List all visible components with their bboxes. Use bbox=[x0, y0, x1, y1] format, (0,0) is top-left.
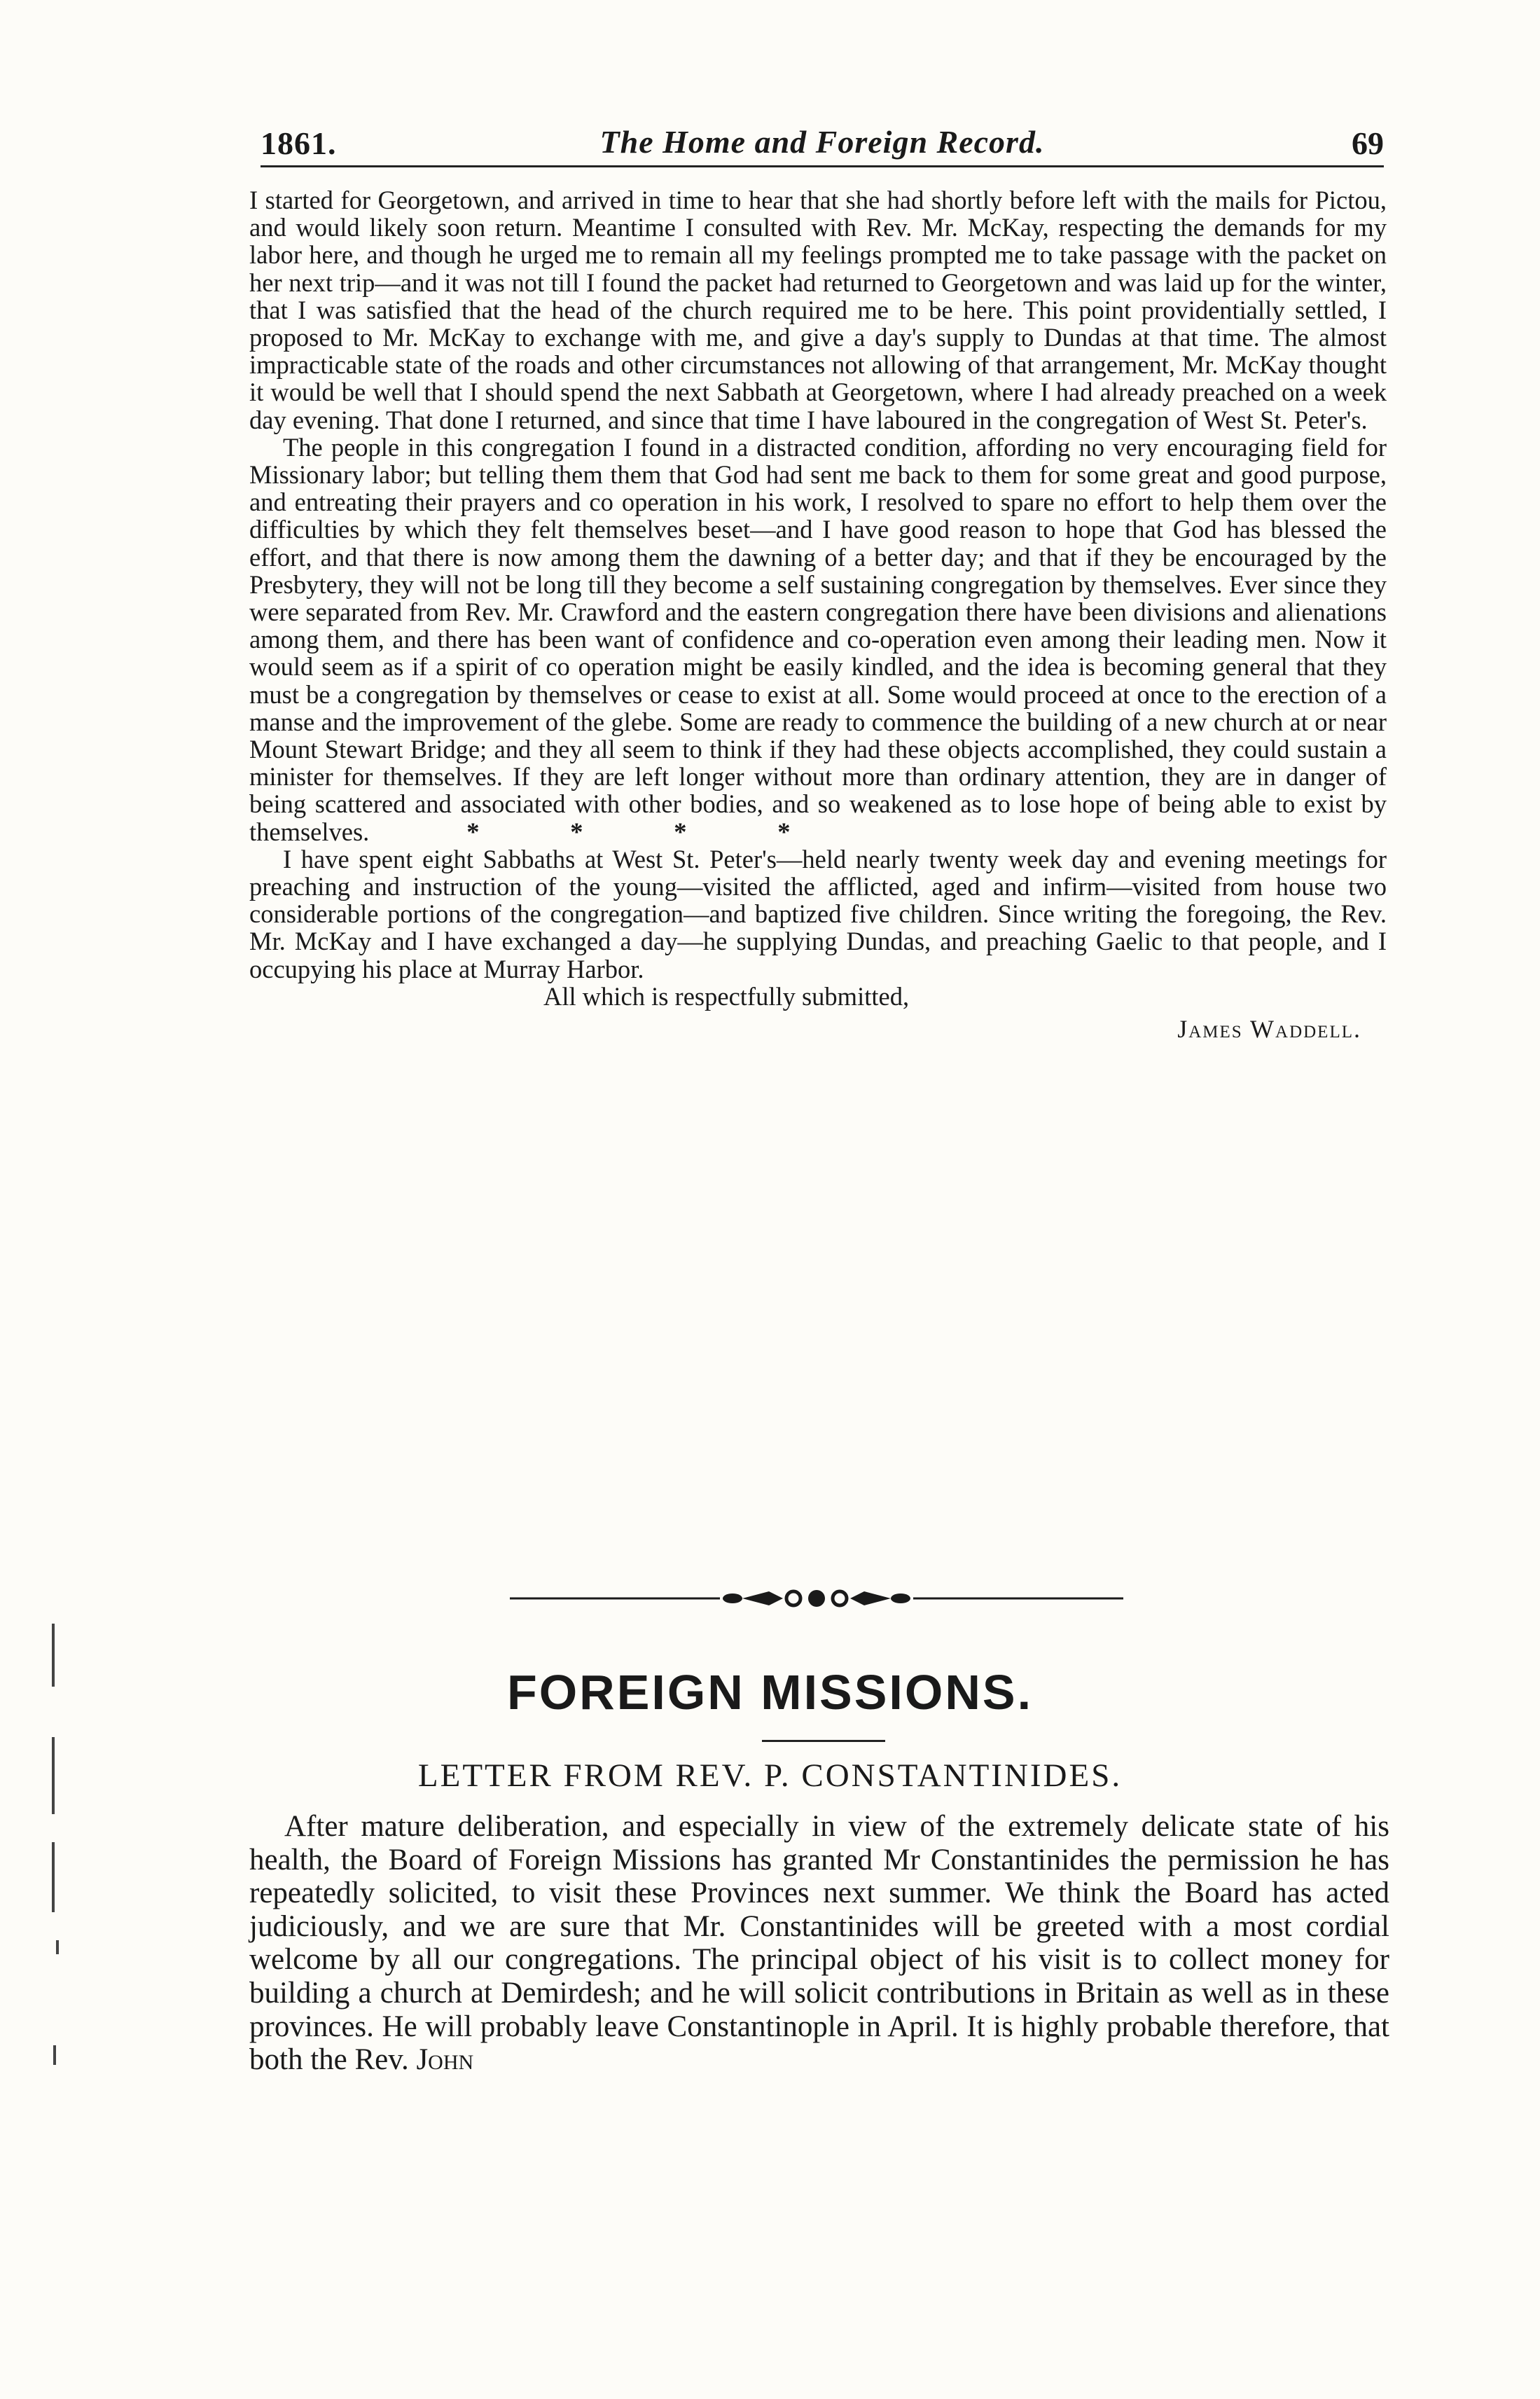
ornamental-rule bbox=[510, 1584, 1123, 1612]
letter-paragraph-2-text: The people in this congregation I found in a distracted condition, affording no very encouraging field for Missionary labor; but telling them them that God had sent me back to them for some great and good purpose, and entreating their prayers and co operation in his work, I resolved to spare no effort to help them over the difficulties by which they felt themselves beset—and I have good reason to hope that God has blessed the effort, and that there is now among them the dawning of a better day; and that if they be encouraged by the Presbytery, they will not be long till they become a self sustaining congregation by themselves. Ever since they were separated from Rev. Mr. Crawford and the eastern congregation there have been divisions and alienations among them, and there has been want of confidence and co-operation even among their leading men. Now it would seem as if a spirit of co operation might be easily kindled, and the idea is becoming general that they must be a congregation by themselves or cease to exist at all. Some would proceed at once to the erection of a manse and the improvement of the glebe. Some are ready to commence the building of a new church at or near Mount Stewart Bridge; and they all seem to think if they had these objects accomplished, they could sustain a minister for themselves. If they are left longer without more than ordinary attention, they are in danger of being scattered and associated with other bodies, and so weakened as to lose hope of being able to exist by themselves. bbox=[249, 432, 1387, 846]
letter-paragraph-1: I started for Georgetown, and arrived in time to hear that she had shortly before left with the mails for Pictou, and would likely soon return. Meantime I consulted with Rev. Mr. McKay, respecting the demands for my labor here, and though he urged me to remain all my feelings prompted me to take passage with the packet on her next trip—and it was not till I found the packet had returned to Georgetown and was laid up for the winter, that I was satisfied that the head of the church required me to be here. This point providentially settled, I proposed to Mr. McKay to exchange with me, and give a day's supply to Dundas at that time. The almost impracticable state of the roads and other circumstances not allowing of that arrangement, Mr. McKay thought it would be well that I should spend the next Sabbath at Georgetown, where I had already preached on a week day evening. That done I returned, and since that time I have laboured in the congregation of West St. Peter's. bbox=[249, 186, 1387, 434]
margin-mark bbox=[52, 1737, 55, 1814]
page-number: 69 bbox=[1352, 125, 1384, 161]
letter-closing: All which is respectfully submitted, bbox=[543, 981, 910, 1011]
letter-body bbox=[249, 186, 1387, 1043]
header-title: The Home and Foreign Record. bbox=[599, 124, 1045, 160]
signature: James Waddell. bbox=[1177, 1015, 1361, 1044]
missions-paragraph bbox=[249, 1810, 1389, 2077]
margin-mark bbox=[52, 1842, 55, 1912]
foreign-missions-body bbox=[249, 1810, 1389, 2077]
asterisk: * bbox=[570, 817, 583, 846]
missions-paragraph-text: After mature deliberation, and especially in view of the extremely delicate state of his health, the Board of Foreign Missions has granted Mr Constantinides the permission he has repeatedly solicited, to visit these Provinces next summer. We think the Board has acted judiciously, and we are sure that Mr. Constantinides will be greeted with a most cordial welcome by all our congregations. The principal object of his visit is to collect money for building a church at Demirdesh; and he will solicit contributions in Britain as well as in these provinces. He will probably leave Constantinople in April. It is highly probable therefore, that both the Rev. bbox=[249, 1810, 1389, 2077]
header-year: 1861. bbox=[261, 125, 337, 161]
margin-mark bbox=[53, 2045, 56, 2065]
asterisk: * bbox=[777, 817, 791, 846]
asterism bbox=[404, 817, 819, 846]
asterisk: * bbox=[674, 817, 687, 846]
asterisk: * bbox=[466, 817, 480, 846]
running-header bbox=[261, 125, 1384, 167]
letter-heading: LETTER FROM REV. P. CONSTANTINIDES. bbox=[417, 1757, 1123, 1794]
letter-paragraph-3: I have spent eight Sabbaths at West St. Peter's—held nearly twenty week day and evening meetings for preaching and instruction of the young—visited the afflicted, aged and infirm—visited from house two considerable portions of the congregation—and baptized five children. Since writing the foregoing, the Rev. Mr. McKay and I have exchanged a day—he supplying Dundas, and preaching Gaelic to that people, and I occupying his place at Murray Harbor. bbox=[249, 844, 1387, 983]
trailing-name: John bbox=[416, 2043, 474, 2077]
section-title: FOREIGN MISSIONS. bbox=[506, 1665, 1034, 1720]
letter-paragraph-2 bbox=[249, 434, 1387, 845]
title-rule bbox=[762, 1740, 885, 1742]
margin-mark bbox=[56, 1940, 59, 1954]
margin-mark bbox=[52, 1624, 55, 1687]
